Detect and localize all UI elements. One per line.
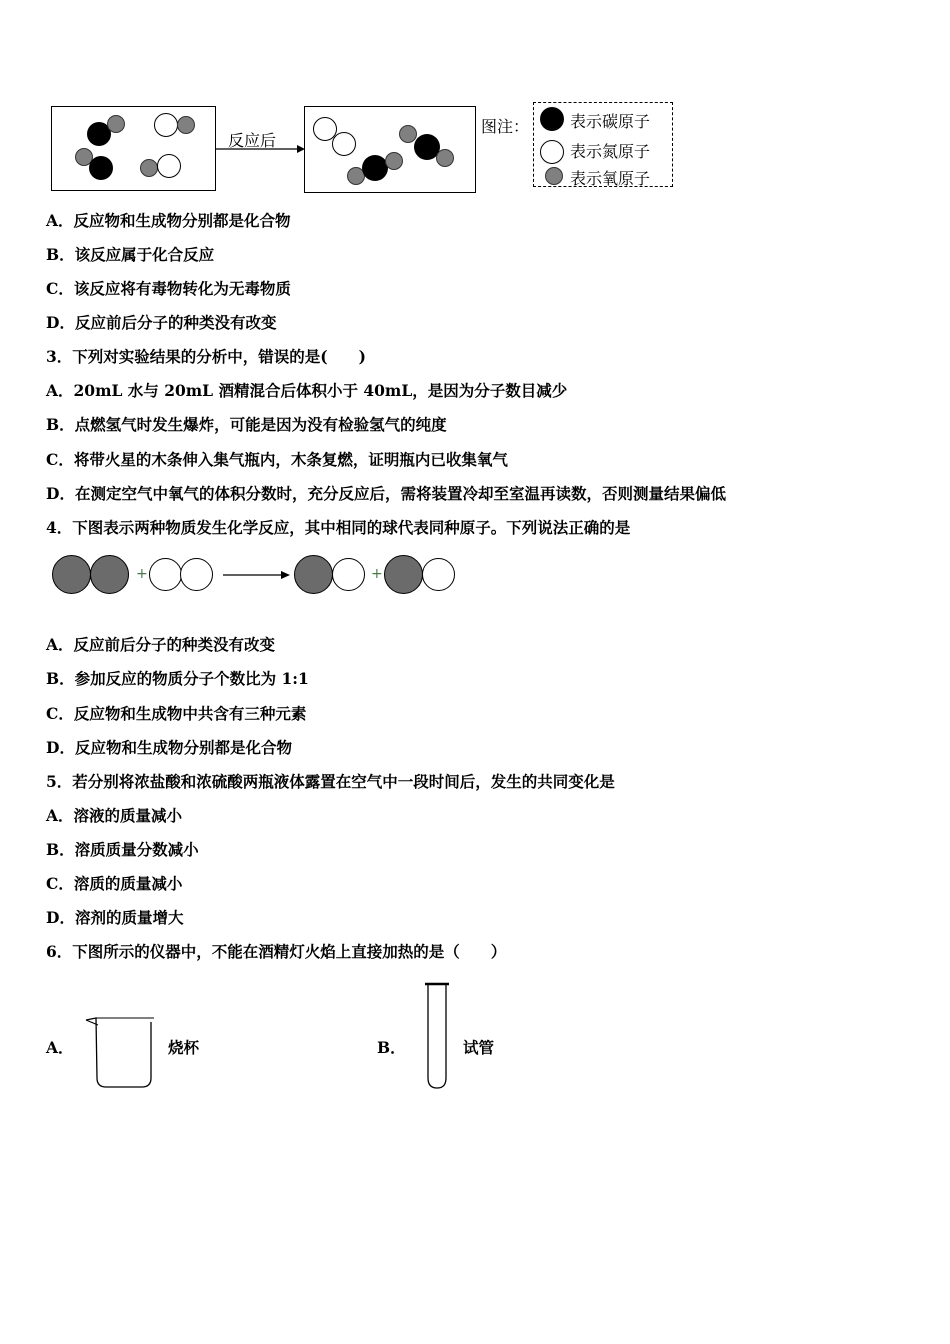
q2-option-d: D．反应前后分子的种类没有改变 xyxy=(46,313,277,332)
beaker-icon xyxy=(84,1014,158,1092)
q3-option-c: C．将带火星的木条伸入集气瓶内，木条复燃，证明瓶内已收集氧气 xyxy=(46,450,508,469)
plus-sign: + xyxy=(136,566,148,582)
legend-oxygen-label: 表示氧原子 xyxy=(570,169,651,188)
legend-carbon-label: 表示碳原子 xyxy=(570,112,651,131)
gray-atom xyxy=(384,555,423,594)
q5-option-b: B．溶质质量分数减小 xyxy=(46,840,199,859)
white-atom xyxy=(180,558,213,591)
oxygen-atom xyxy=(140,159,158,177)
oxygen-atom xyxy=(399,125,417,143)
q2-option-a: A．反应物和生成物分别都是化合物 xyxy=(46,211,291,230)
q2-option-c: C．该反应将有毒物转化为无毒物质 xyxy=(46,279,291,298)
q5-option-c: C．溶质的质量减小 xyxy=(46,874,183,893)
q6-option-a-letter: A． xyxy=(46,1038,74,1057)
carbon-atom xyxy=(89,156,113,180)
white-atom xyxy=(332,558,365,591)
oxygen-legend-icon xyxy=(545,167,563,185)
q6-option-b-name: 试管 xyxy=(463,1038,495,1057)
nitrogen-atom xyxy=(332,132,356,156)
q3-option-b: B．点燃氢气时发生爆炸，可能是因为没有检验氢气的纯度 xyxy=(46,415,447,434)
carbon-legend-icon xyxy=(540,107,564,131)
gray-atom xyxy=(90,555,129,594)
nitrogen-atom xyxy=(154,113,178,137)
q5-option-d: D．溶剂的质量增大 xyxy=(46,908,184,927)
oxygen-atom xyxy=(385,152,403,170)
nitrogen-atom xyxy=(157,154,181,178)
q3-stem: 3．下列对实验结果的分析中，错误的是( ) xyxy=(46,347,366,366)
test-tube-icon xyxy=(422,980,452,1092)
q4-option-d: D．反应物和生成物分别都是化合物 xyxy=(46,738,292,757)
oxygen-atom xyxy=(107,115,125,133)
q6-option-b-letter: B． xyxy=(377,1038,406,1057)
gray-atom xyxy=(294,555,333,594)
q4-option-c: C．反应物和生成物中共含有三种元素 xyxy=(46,704,307,723)
white-atom xyxy=(422,558,455,591)
nitrogen-legend-icon xyxy=(540,140,564,164)
q2-option-b: B．该反应属于化合反应 xyxy=(46,245,215,264)
reactants-box xyxy=(51,106,216,191)
legend-box xyxy=(533,102,673,187)
q5-option-a: A．溶液的质量减小 xyxy=(46,806,183,825)
arrow-label: 反应后 xyxy=(228,131,277,150)
reaction-arrow-2 xyxy=(223,567,291,583)
products-box xyxy=(304,106,476,193)
gray-atom xyxy=(52,555,91,594)
q3-option-d: D．在测定空气中氧气的体积分数时，充分反应后，需将装置冷却至室温再读数，否则测量结果偏低 xyxy=(46,484,726,503)
white-atom xyxy=(149,558,182,591)
q5-stem: 5．若分别将浓盐酸和浓硫酸两瓶液体露置在空气中一段时间后，发生的共同变化是 xyxy=(46,772,615,791)
q3-option-a: A．20mL 水与 20mL 酒精混合后体积小于 40mL，是因为分子数目减少 xyxy=(46,381,568,400)
legend-nitrogen-label: 表示氮原子 xyxy=(570,142,651,161)
oxygen-atom xyxy=(436,149,454,167)
q6-stem: 6．下图所示的仪器中，不能在酒精灯火焰上直接加热的是（ ） xyxy=(46,942,507,961)
q4-stem: 4．下图表示两种物质发生化学反应，其中相同的球代表同种原子。下列说法正确的是 xyxy=(46,518,631,537)
legend-title: 图注： xyxy=(481,117,530,136)
q4-option-a: A．反应前后分子的种类没有改变 xyxy=(46,635,276,654)
oxygen-atom xyxy=(177,116,195,134)
q6-option-a-name: 烧杯 xyxy=(168,1038,200,1057)
plus-sign: + xyxy=(371,566,383,582)
q4-option-b: B．参加反应的物质分子个数比为 1:1 xyxy=(46,669,309,688)
